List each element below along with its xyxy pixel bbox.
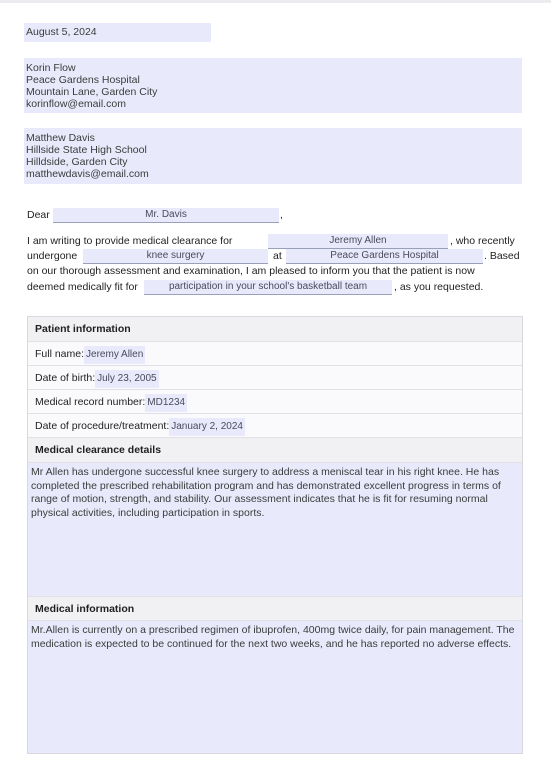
clearance-text-field[interactable]: Mr Allen has undergone successful knee surgery to address a meniscal tear in his right knee. He has completed the prescribed rehabilitation program and has demonstrated excellent progress in terms of range of motion, strength, and stability. Our assessment indicates that he is fit for resuming normal physical activities, including participation in sports. (28, 463, 522, 596)
dob-row (28, 366, 522, 390)
recipient-email: matthewdavis@email.com (26, 168, 149, 180)
letter-line-4 (27, 280, 522, 295)
full-name-field[interactable]: Jeremy Allen (84, 346, 145, 364)
dear-text: Dear (27, 209, 50, 221)
recipient-address: Hilldside, Garden City (26, 156, 128, 168)
full-name-label: Full name: (35, 348, 85, 360)
salutation-comma: , (280, 209, 283, 221)
salutation-name-field[interactable]: Mr. Davis (53, 208, 279, 223)
medical-info-header: Medical information (28, 596, 522, 621)
procedure-date-label: Date of procedure/treatment: (35, 420, 170, 432)
letter-line-1-start: I am writing to provide medical clearance for (27, 235, 233, 247)
sender-email: korinflow@email.com (26, 98, 126, 110)
procedure-date-row (28, 414, 522, 438)
dob-field[interactable]: July 23, 2005 (95, 370, 159, 388)
sender-name: Korin Flow (26, 62, 76, 74)
medical-info-text-field[interactable]: Mr.Allen is currently on a prescribed regimen of ibuprofen, 400mg twice daily, for pain management. The medication is expected to be continued for the next two weeks, and he has reported no adverse effects. (28, 621, 522, 753)
letter-line-3 (27, 264, 522, 279)
dob-label: Date of birth: (35, 372, 96, 384)
clearance-header: Medical clearance details (28, 438, 522, 463)
patient-name-field[interactable]: Jeremy Allen (268, 234, 448, 249)
procedure-field[interactable]: knee surgery (83, 249, 268, 264)
letter-line-2-end: . Based (484, 250, 520, 262)
letter-line-3-text: on our thorough assessment and examination, I am pleased to inform you that the patient is now (27, 265, 475, 277)
mrn-row (28, 390, 522, 414)
mrn-field[interactable]: MD1234 (145, 394, 187, 412)
sender-address-block[interactable] (24, 58, 522, 113)
hospital-field[interactable]: Peace Gardens Hospital (286, 249, 483, 264)
letter-line-2 (27, 249, 522, 264)
letter-line-4-end: , as you requested. (394, 281, 484, 293)
letter-line-2-at: at (273, 250, 282, 262)
date-field[interactable]: August 5, 2024 (24, 23, 211, 42)
letter-line-1-end: , who recently (450, 235, 515, 247)
patient-details-table (27, 316, 523, 754)
recipient-org: Hillside State High School (26, 144, 147, 156)
procedure-date-field[interactable]: January 2, 2024 (169, 418, 245, 436)
letter-line-2-start: undergone (27, 250, 78, 262)
recipient-address-block[interactable] (24, 128, 522, 184)
full-name-row (28, 342, 522, 366)
letter-line-1 (27, 234, 522, 249)
salutation-line (27, 208, 522, 223)
sender-org: Peace Gardens Hospital (26, 74, 140, 86)
letter-line-4-start: deemed medically fit for (27, 281, 138, 293)
top-border (0, 0, 551, 3)
mrn-label: Medical record number: (35, 396, 146, 408)
patient-info-header: Patient information (28, 317, 522, 342)
sender-address: Mountain Lane, Garden City (26, 86, 158, 98)
recipient-name: Matthew Davis (26, 132, 95, 144)
letter-body (27, 208, 522, 298)
activity-field[interactable]: participation in your school's basketball team (144, 280, 392, 295)
